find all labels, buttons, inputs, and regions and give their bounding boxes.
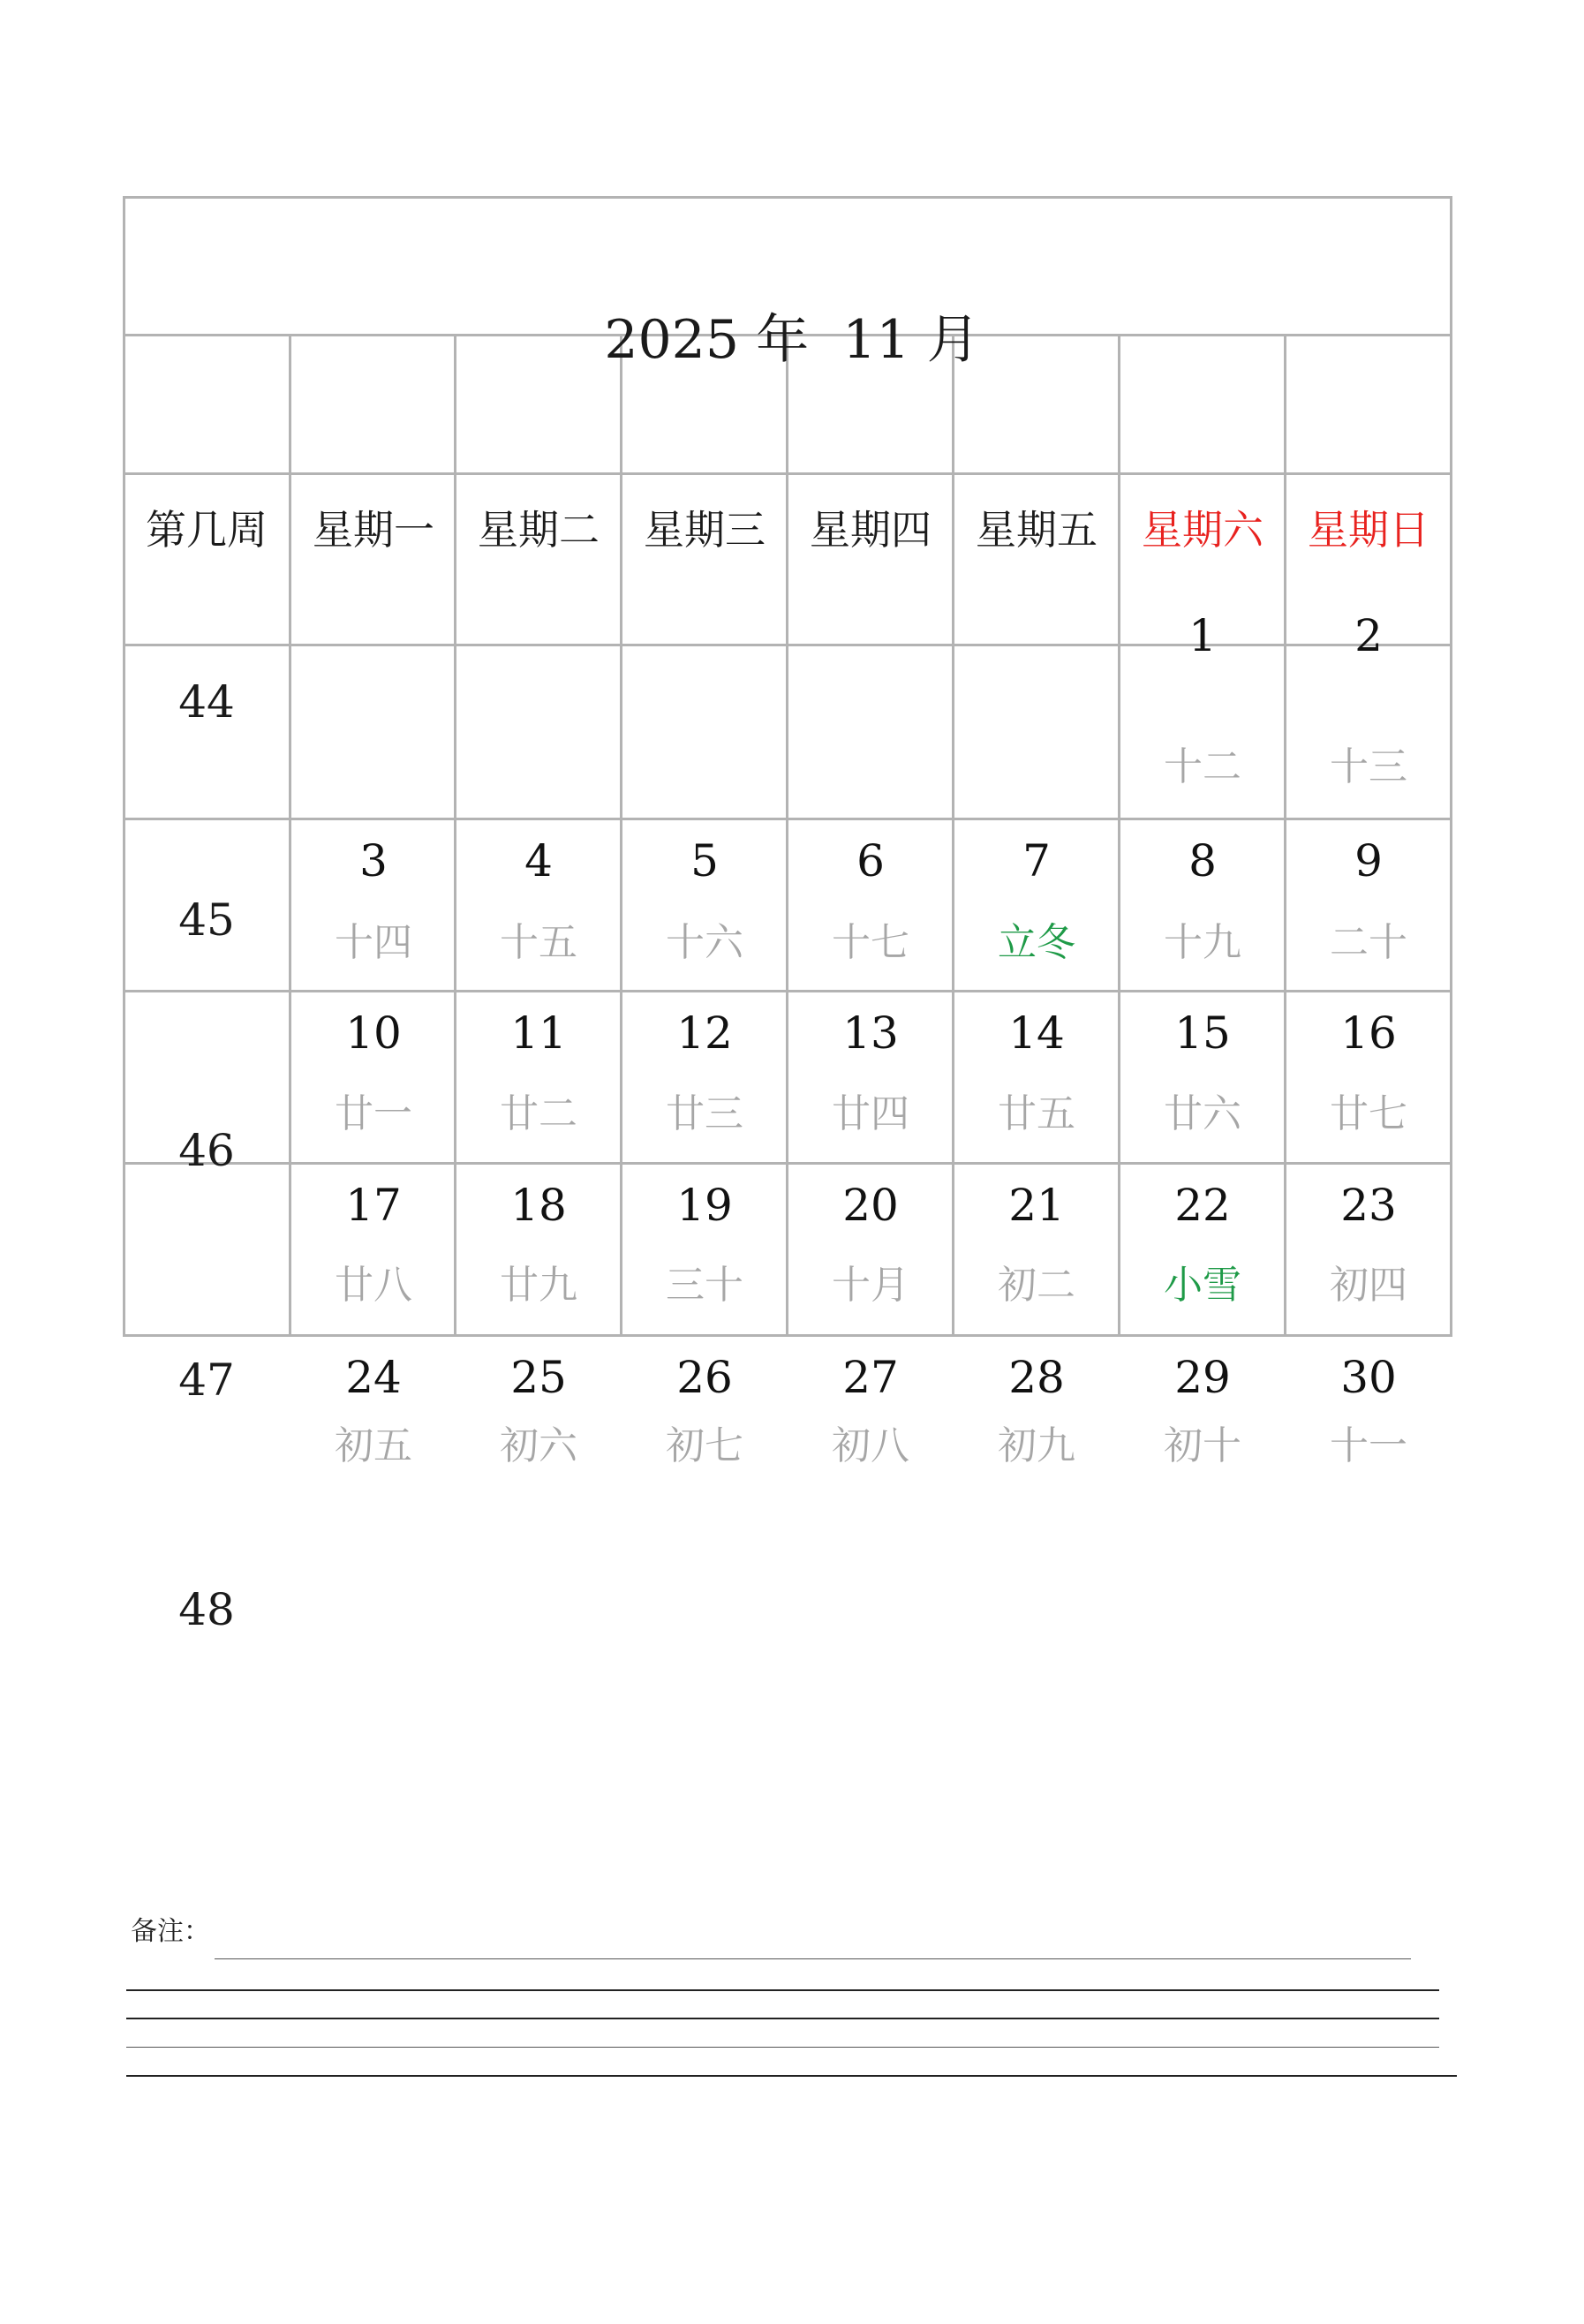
day-cell xyxy=(290,1179,456,1232)
day-number: 17 xyxy=(345,1180,402,1231)
day-number: 8 xyxy=(1188,835,1217,887)
day-number: 19 xyxy=(676,1180,733,1231)
lunar-cell xyxy=(954,1422,1120,1471)
lunar-cell xyxy=(788,1422,954,1471)
day-cell xyxy=(456,1007,622,1060)
lunar-cell xyxy=(290,918,456,968)
day-number: 1 xyxy=(1188,610,1217,661)
week-number: 48 xyxy=(178,1584,235,1635)
week-number: 45 xyxy=(178,894,235,946)
week-column-header: 第几周 xyxy=(146,506,268,554)
lunar-cell xyxy=(290,1422,456,1471)
lunar-cell xyxy=(954,1090,1120,1139)
lunar-date: 十五 xyxy=(500,920,577,965)
lunar-date: 初九 xyxy=(998,1423,1075,1468)
lunar-date: 廿九 xyxy=(500,1263,577,1308)
lunar-date: 十一 xyxy=(1330,1423,1407,1468)
day-number: 9 xyxy=(1354,835,1383,887)
lunar-cell xyxy=(788,1090,954,1139)
lunar-cell xyxy=(1286,1261,1452,1310)
weekday-header: 星期四 xyxy=(810,506,932,554)
lunar-date: 十六 xyxy=(666,920,743,965)
day-cell xyxy=(1120,609,1286,662)
day-number: 6 xyxy=(856,835,885,887)
weekday-header: 星期六 xyxy=(1142,506,1263,554)
lunar-date: 初十 xyxy=(1164,1423,1241,1468)
day-number: 30 xyxy=(1340,1352,1397,1403)
week-number: 46 xyxy=(178,1125,235,1176)
day-cell xyxy=(1286,834,1452,887)
lunar-cell xyxy=(1120,918,1286,968)
lunar-date: 廿三 xyxy=(666,1091,743,1136)
day-cell xyxy=(622,1179,788,1232)
day-number: 3 xyxy=(359,835,388,887)
lunar-cell xyxy=(954,918,1120,968)
lunar-date: 三十 xyxy=(666,1263,743,1308)
lunar-cell xyxy=(1286,1090,1452,1139)
lunar-date: 十三 xyxy=(1330,744,1407,789)
day-cell xyxy=(622,834,788,887)
day-cell xyxy=(954,1179,1120,1232)
lunar-cell xyxy=(788,1261,954,1310)
lunar-cell xyxy=(1286,1422,1452,1471)
lunar-date: 二十 xyxy=(1330,920,1407,965)
day-cell xyxy=(1120,1179,1286,1232)
lunar-date: 十七 xyxy=(832,920,909,965)
lunar-cell xyxy=(788,918,954,968)
lunar-cell xyxy=(622,1261,788,1310)
day-cell xyxy=(1286,1179,1452,1232)
lunar-date: 初七 xyxy=(666,1423,743,1468)
day-cell xyxy=(954,834,1120,887)
lunar-cell xyxy=(954,1261,1120,1310)
lunar-date: 廿七 xyxy=(1330,1091,1407,1136)
week-number: 44 xyxy=(178,676,235,728)
notes-label: 备注： xyxy=(131,1916,210,1947)
day-number: 27 xyxy=(842,1352,899,1403)
notes-line xyxy=(215,1958,1411,1959)
weekday-header: 星期五 xyxy=(976,506,1097,554)
notes-line xyxy=(126,2047,1439,2048)
day-cell xyxy=(1120,1007,1286,1060)
day-number: 21 xyxy=(1008,1180,1065,1231)
notes-line xyxy=(126,1989,1439,1991)
lunar-cell xyxy=(1120,743,1286,792)
day-cell xyxy=(1120,834,1286,887)
lunar-date: 十二 xyxy=(1164,744,1241,789)
lunar-date: 廿八 xyxy=(335,1263,412,1308)
lunar-date: 十九 xyxy=(1164,920,1241,965)
day-number: 20 xyxy=(842,1180,899,1231)
day-cell xyxy=(290,834,456,887)
day-cell xyxy=(954,1351,1120,1404)
notes-line xyxy=(126,2075,1457,2077)
notes-line xyxy=(126,2018,1439,2019)
day-cell xyxy=(1120,1351,1286,1404)
lunar-date: 廿五 xyxy=(998,1091,1075,1136)
day-number: 25 xyxy=(510,1352,567,1403)
lunar-cell xyxy=(456,1261,622,1310)
lunar-date: 初二 xyxy=(998,1263,1075,1308)
day-cell xyxy=(290,1351,456,1404)
day-cell xyxy=(1286,1351,1452,1404)
lunar-cell xyxy=(622,1422,788,1471)
day-number: 12 xyxy=(676,1007,733,1059)
lunar-date: 初八 xyxy=(832,1423,909,1468)
lunar-cell xyxy=(456,1422,622,1471)
solar-term-label: 立冬 xyxy=(998,920,1075,965)
day-cell xyxy=(788,1351,954,1404)
day-number: 13 xyxy=(842,1007,899,1059)
lunar-date: 十四 xyxy=(335,920,412,965)
day-cell xyxy=(1286,609,1452,662)
day-cell xyxy=(788,834,954,887)
day-number: 24 xyxy=(345,1352,402,1403)
lunar-date: 初四 xyxy=(1330,1263,1407,1308)
day-cell xyxy=(622,1351,788,1404)
day-cell xyxy=(788,1007,954,1060)
lunar-date: 廿二 xyxy=(500,1091,577,1136)
lunar-cell xyxy=(622,1090,788,1139)
day-cell xyxy=(290,1007,456,1060)
day-number: 11 xyxy=(510,1007,567,1059)
lunar-date: 廿四 xyxy=(832,1091,909,1136)
lunar-date: 初六 xyxy=(500,1423,577,1468)
lunar-cell xyxy=(1120,1261,1286,1310)
day-number: 26 xyxy=(676,1352,733,1403)
day-number: 14 xyxy=(1008,1007,1065,1059)
day-number: 28 xyxy=(1008,1352,1065,1403)
lunar-cell xyxy=(290,1261,456,1310)
lunar-cell xyxy=(1286,743,1452,792)
day-number: 10 xyxy=(345,1007,402,1059)
day-number: 29 xyxy=(1174,1352,1231,1403)
day-number: 18 xyxy=(510,1180,567,1231)
lunar-cell xyxy=(456,1090,622,1139)
day-cell xyxy=(456,834,622,887)
day-number: 5 xyxy=(690,835,719,887)
day-number: 7 xyxy=(1022,835,1051,887)
weekday-header: 星期一 xyxy=(313,506,434,554)
day-number: 2 xyxy=(1354,610,1383,661)
day-cell xyxy=(954,1007,1120,1060)
calendar-title: 2025 年 11 月 xyxy=(604,309,980,371)
lunar-date: 廿一 xyxy=(335,1091,412,1136)
day-cell xyxy=(622,1007,788,1060)
lunar-date: 廿六 xyxy=(1164,1091,1241,1136)
day-number: 23 xyxy=(1340,1180,1397,1231)
lunar-cell xyxy=(456,918,622,968)
day-cell xyxy=(456,1351,622,1404)
day-cell xyxy=(1286,1007,1452,1060)
day-cell xyxy=(788,1179,954,1232)
week-number: 47 xyxy=(178,1354,235,1406)
lunar-date: 初五 xyxy=(335,1423,412,1468)
day-number: 16 xyxy=(1340,1007,1397,1059)
day-number: 15 xyxy=(1174,1007,1231,1059)
day-number: 4 xyxy=(524,835,553,887)
lunar-cell xyxy=(1120,1090,1286,1139)
solar-term-label: 小雪 xyxy=(1164,1263,1241,1308)
lunar-date: 十月 xyxy=(832,1263,909,1308)
weekday-header: 星期二 xyxy=(478,506,600,554)
day-number: 22 xyxy=(1174,1180,1231,1231)
weekday-header: 星期日 xyxy=(1308,506,1429,554)
lunar-cell xyxy=(622,918,788,968)
weekday-header: 星期三 xyxy=(644,506,766,554)
lunar-cell xyxy=(1286,918,1452,968)
lunar-cell xyxy=(290,1090,456,1139)
lunar-cell xyxy=(1120,1422,1286,1471)
day-cell xyxy=(456,1179,622,1232)
